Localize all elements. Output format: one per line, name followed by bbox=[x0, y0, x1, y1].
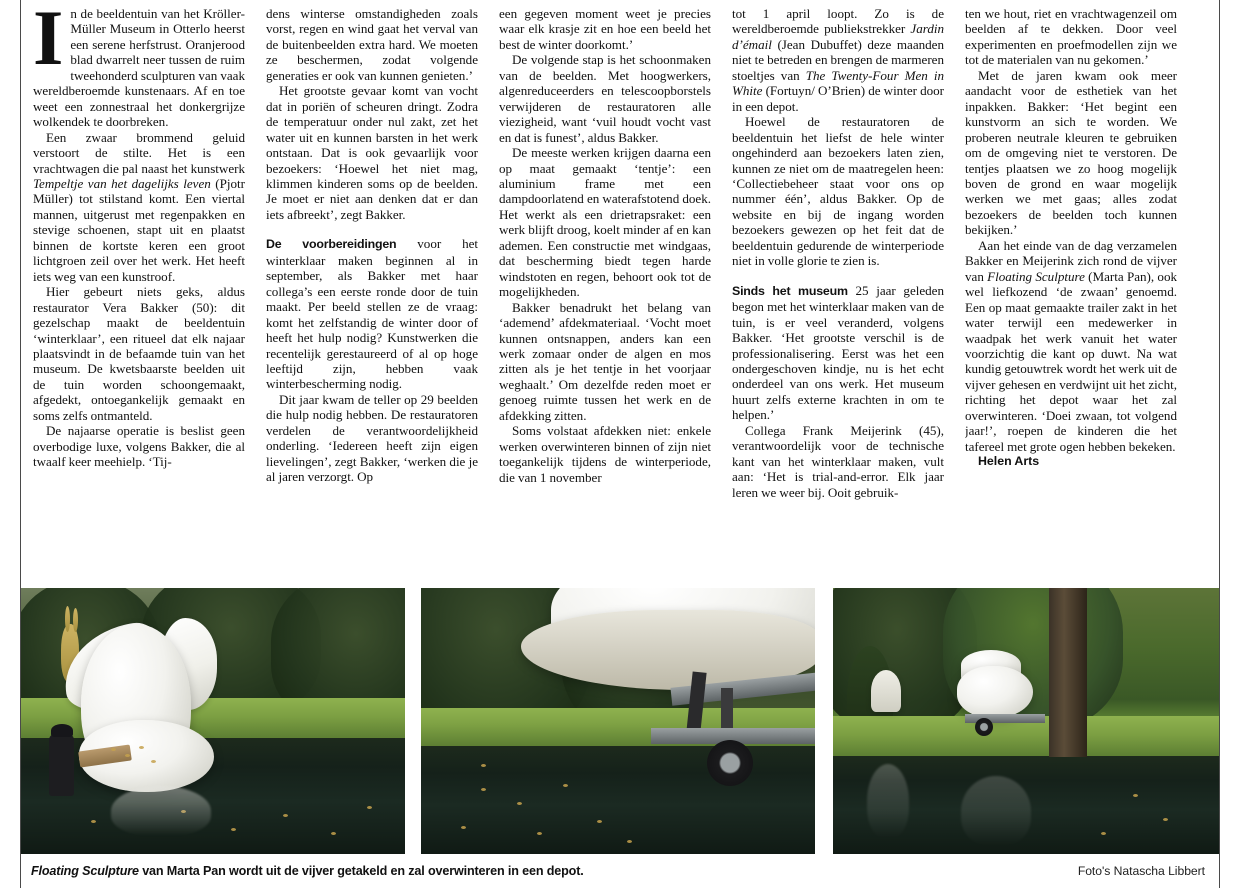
article-paragraph: Met de jaren kwam ook meer aandacht voor de esthetiek van het inpakken. Bakker: ‘Het begint een kunstvorm an sich te worden. We proberen neutrale kleuren te gebruiken om de omgeving niet te verstoren. De tentjes plaatsen we zo hoog mogelijk boven de grond en waar mogelijk werken we met gaas; alles zodat bezoekers de beelden toch kunnen bekijken.’ bbox=[965, 67, 1177, 238]
article-paragraph: ten we hout, riet en vrachtwagenzeil om beelden af te dekken. Door veel experimenten en proefmodellen zijn we tot de materialen van nu gekomen.’ bbox=[965, 6, 1177, 68]
caption-title: Floating Sculpture bbox=[31, 864, 139, 878]
water-reflection bbox=[111, 786, 211, 836]
gold-rabbit-ear bbox=[65, 606, 70, 632]
article-paragraph: Hier gebeurt niets geks, aldus restaurator Vera Bakker (50): dit gezelschap maakt de beeldentuin ‘winterklaar’, een ritueel dat elk najaar plaatsvindt in de befaamde tuin van het museum. De kwetsbaarste beelden uit de tuin worden schoongemaakt, afgedekt, ontoegankelijk gemaakt en soms zelfs ontmanteld. bbox=[33, 284, 245, 423]
article-paragraph: Aan het einde van de dag verzamelen Bakker en Meijerink zich rond de vijver van Floating Sculpture (Marta Pan), ook wel liefkozend ‘de zwaan’ genoemd. Een op maat gemaakte trailer zakt in het water terwijl een medewerker in waadpak het werk vanuit het water voorzichtig die kant op duwt. Na wat kundig getouwtrek wordt het werk uit de vijver gehesen en verdwijnt uit het zicht, richting het depot waar het zal overwinteren. ‘Doei zwaan, tot volgend jaar!’, roepen de kinderen die het tafereel met grote ogen hebben bekeken. bbox=[965, 237, 1177, 454]
water-band bbox=[421, 746, 815, 854]
trailer-wheel bbox=[975, 718, 993, 736]
photo-pond-wide-view bbox=[833, 588, 1219, 854]
article-columns bbox=[33, 6, 1213, 564]
article-paragraph: De najaarse operatie is beslist geen overbodige luxe, volgens Bakker, die al twaalf keer meehielp. ‘Tij- bbox=[33, 423, 245, 470]
italic-title: The Twenty-Four Men in White bbox=[732, 67, 944, 99]
water-reflection bbox=[961, 776, 1031, 846]
article-column-5 bbox=[965, 6, 1177, 564]
covered-sculpture-tent bbox=[871, 670, 901, 712]
article-byline: Helen Arts bbox=[978, 454, 1040, 469]
page-rule-right-lower bbox=[1219, 568, 1220, 888]
italic-title: Jardin d’émail bbox=[732, 21, 944, 52]
caption-text: van Marta Pan wordt uit de vijver getakeld en zal overwinteren in een depot. bbox=[138, 864, 584, 878]
article-paragraph: een gegeven moment weet je precies waar elk krasje zit en hoe een beeld het best de winter doorkomt.’ bbox=[499, 6, 711, 52]
article-paragraph-subhead: De voorbereidingen voor het winterklaar maken beginnen al in september, als Bakker met haar collega’s een eerste ronde door de tuin maakt. Per beeld stellen ze de vraag: komt het zelfstandig de winter door of heeft het hulp nodig? Kunstwerken die recentelijk gerestaureerd of al op hoge leeftijd zijn, hebben vaak winterbescherming nodig. bbox=[266, 236, 478, 392]
article-paragraph: Bakker benadrukt het belang van ‘ademend’ afdekmateriaal. ‘Vocht moet kunnen ontsnappen, anders kan een werk zomaar onder de algen en mos zitten als je het tentje in het voorjaar weghaalt.’ Om dezelfde reden moet er genoeg ruimte tussen het werk en de afdekking zitten. bbox=[499, 299, 711, 423]
article-column-2 bbox=[266, 6, 478, 564]
paragraph-lead-in: De voorbereidingen bbox=[266, 237, 397, 252]
trailer-wheel bbox=[707, 740, 753, 786]
article-paragraph: Een zwaar brommend geluid verstoort de stilte. Het is een vrachtwagen die pal naast het kunstwerk Tempeltje van het dagelijks leven (Pjotr Müller) tot stilstand komt. Een viertal mannen, uitgerust met regenpakken en stevige schoenen, stapt uit en plaatst binnen de kortste keren een groot lichtgroen zeil over het werk. Het heeft iets weg van een kunstroof. bbox=[33, 129, 245, 284]
drop-cap: I bbox=[33, 6, 64, 81]
article-column-3 bbox=[499, 6, 711, 564]
article-paragraph: Collega Frank Meijerink (45), verantwoordelijk voor de technische kant van het winterklaar maken, vult aan: ‘Het is trial-and-error. Elk jaar leren we weer bij. Ooit gebruik- bbox=[732, 422, 944, 500]
photo-strip bbox=[21, 588, 1219, 854]
tree-trunk bbox=[1049, 588, 1087, 757]
article-column-1 bbox=[33, 6, 245, 564]
article-paragraph: De volgende stap is het schoonmaken van de beelden. Met hoogwerkers, algenreduceerders en telescoopborstels verwijderen de restauratoren alle viezigheid, want ‘vuil houdt vocht vast en dat is funest’, aldus Bakker. bbox=[499, 52, 711, 145]
photo-caption-row bbox=[21, 858, 1219, 884]
article-paragraph: tot 1 april loopt. Zo is de wereldberoemde publiekstrekker Jardin d’émail (Jean Dubuffet) deze maanden niet te betreden en brengen de marmeren stoeltjes van The Twenty-Four Men in White (Fortuyn/ O’Brien) de winter door in een depot. bbox=[732, 6, 944, 114]
article-column-4 bbox=[732, 6, 944, 564]
article-paragraph-subhead: Sinds het museum 25 jaar geleden begon met het winterklaar maken van de tuin, is er veel veranderd, volgens Bakker. ‘Het grootste verschil is de professionalisering. Eerst was het een ondergeschoven kindje, nu is het echt onderdeel van ons werk. Het museum huurt zelfs externe krachten in om te helpen.’ bbox=[732, 282, 944, 423]
worker-cap bbox=[51, 724, 73, 737]
article-paragraph: Dit jaar kwam de teller op 29 beelden die hulp nodig hebben. De restauratoren verdelen de verantwoordelijkheid onderling. ‘Iedereen heeft zijn eigen lievelingen’, zegt Bakker, ‘werken die je al jaren verzorgt. Op bbox=[266, 391, 478, 485]
page-rule-left bbox=[20, 0, 21, 568]
article-paragraph-opening: In de beeldentuin van het Kröller-Müller Museum in Otterlo heerst een serene herfstrust. Oranjerood blad dwarrelt neer tussen de ruim tweehonderd sculpturen van vaak wereldberoemde kunstenaars. Af en toe weet een zonnestraal het donkergrijze wolkendek te doorbreken. bbox=[33, 6, 245, 130]
article-paragraph: Soms volstaat afdekken niet: enkele werken overwinteren binnen of zijn niet toegankelijk tijdens de winterperiode, die van 1 november bbox=[499, 423, 711, 485]
article-paragraph: dens winterse omstandigheden zoals vorst, regen en wind gaat het verval van de buitenbeelden extra hard. We moeten ze beschermen, zodat volgende generaties er ook van kunnen genieten.’ bbox=[266, 6, 478, 83]
gold-rabbit-ear bbox=[73, 608, 78, 632]
swan-sculpture-on-trailer bbox=[957, 666, 1033, 718]
photo-caption bbox=[31, 864, 584, 878]
italic-title: Tempeltje van het dagelijks leven bbox=[33, 175, 211, 191]
article-paragraph: Hoewel de restauratoren de beeldentuin het liefst de hele winter ongehinderd aan bezoekers laten zien, kunnen ze niet om de maatregelen heen: ‘Collectiebeheer staat voor ons op nummer één’, aldus Bakker. Op de website en bij de ingang worden bezoekers gewezen op het feit dat de beeldentuin gedurende de winterperiode niet in volle glorie te zien is. bbox=[732, 114, 944, 269]
paragraph-lead-in: Sinds het museum bbox=[732, 283, 848, 298]
water-reflection bbox=[867, 764, 909, 838]
article-paragraph: De meeste werken krijgen daarna een op maat gemaakt ‘tentje’: een aluminium frame met een dampdoorlatend en waterafstotend doek. Het werkt als een drietrapsraket: een werk blijft droog, koelt minder af en kan ademen. Een constructie met windgaas, dat bescherming biedt tegen harde windstoten en regen, behoort ook tot de mogelijkheden. bbox=[499, 145, 711, 300]
photo-swan-cleaning bbox=[21, 588, 405, 854]
italic-title: Floating Sculpture bbox=[987, 268, 1085, 284]
article-paragraph: Het grootste gevaar komt van vocht dat in poriën of scheuren dringt. Zodra de temperatuur onder nul zakt, zet het water uit en kunnen barsten in het werk ontstaan. Dat is ook gevaarlijk voor bezoekers: ‘Hoewel het niet mag, klimmen kinderen soms op de beelden. Je moet er niet aan denken dat er dan iets afbreekt’, zegt Bakker. bbox=[266, 83, 478, 222]
worker-figure bbox=[49, 734, 74, 796]
page-rule-right bbox=[1219, 0, 1220, 568]
photo-swan-on-trailer bbox=[421, 588, 815, 854]
photo-credit: Foto's Natascha Libbert bbox=[1077, 864, 1205, 878]
